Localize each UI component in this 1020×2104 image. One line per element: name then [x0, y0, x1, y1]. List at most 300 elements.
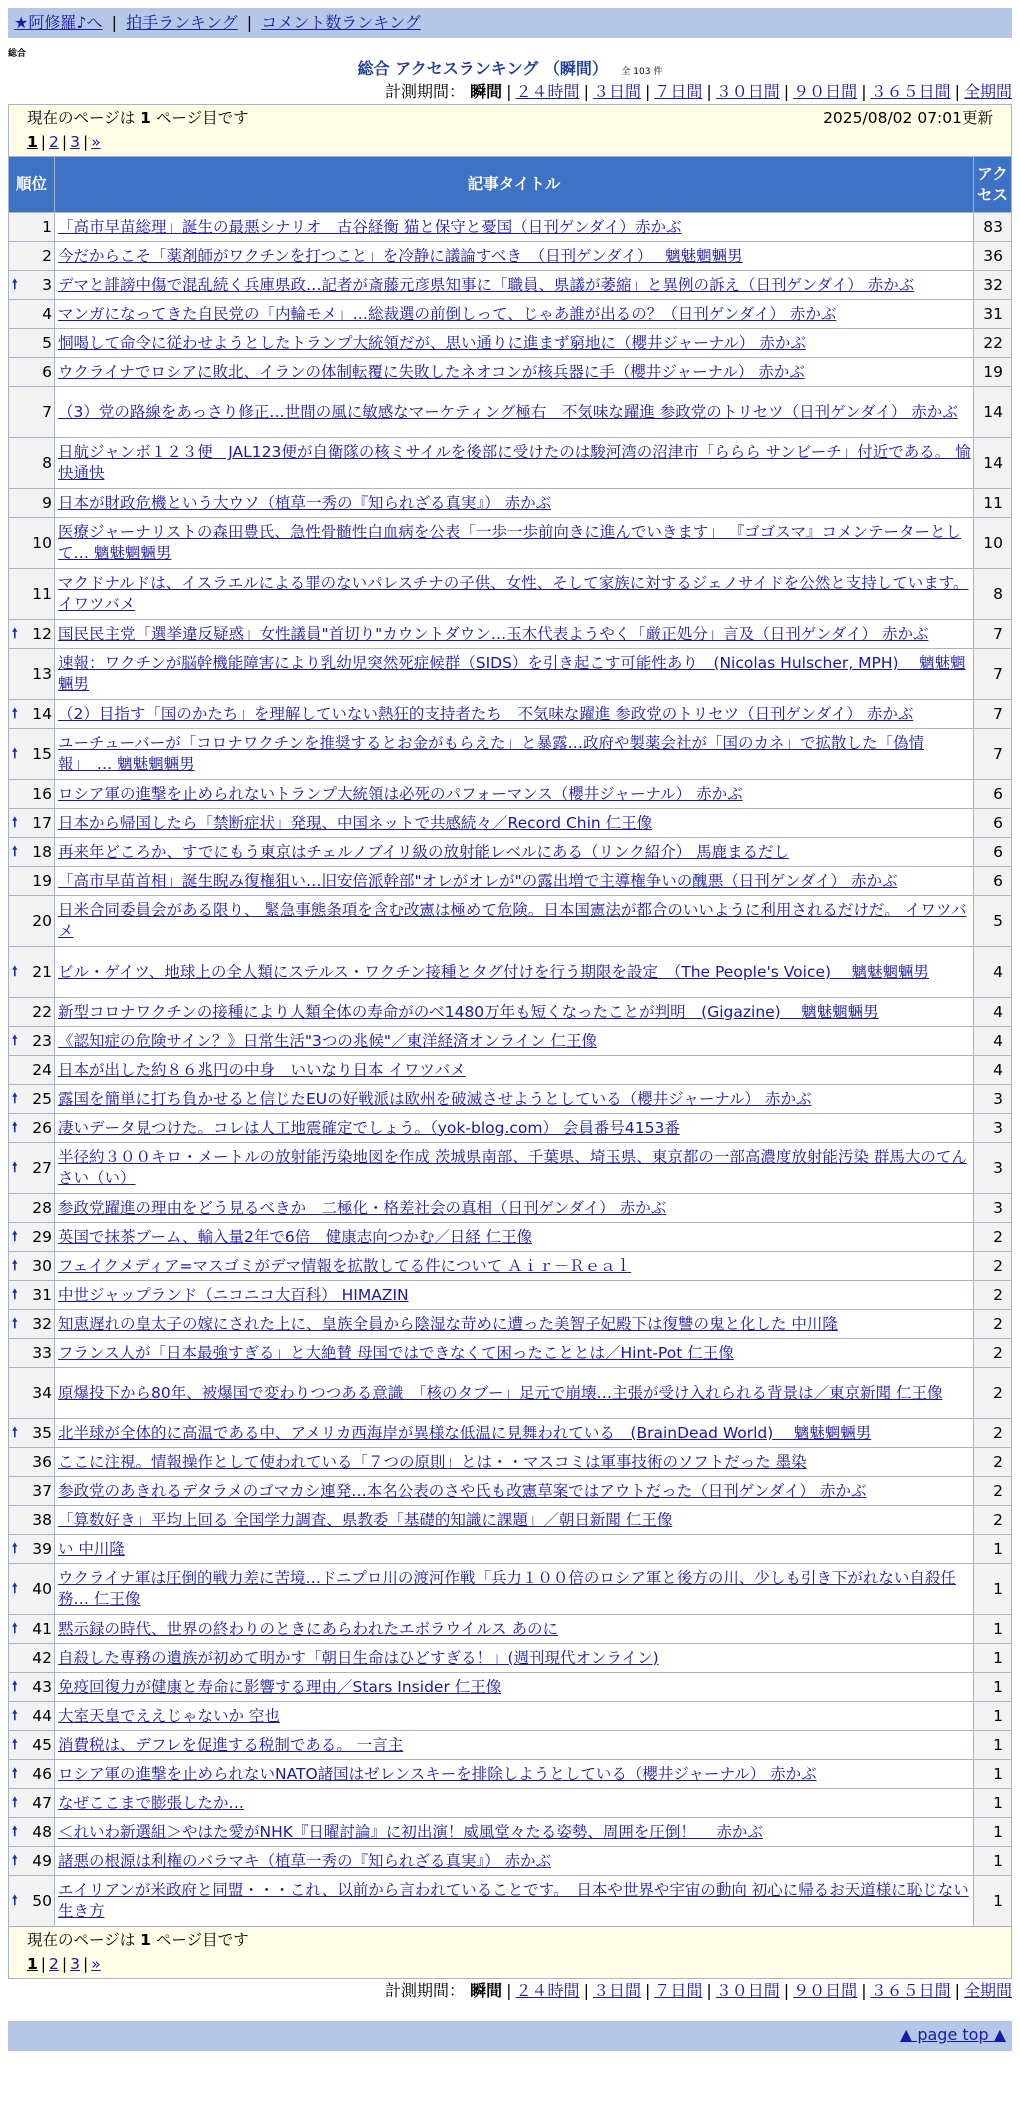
title-cell — [55, 1535, 974, 1564]
period-separator: | — [583, 82, 589, 101]
access-count: 1 — [973, 1673, 1011, 1702]
title-cell — [55, 569, 974, 620]
table-row — [9, 867, 1012, 896]
rank-cell — [9, 1818, 55, 1847]
article-link[interactable]: ＜れいわ新選組＞やはた愛がNHK『日曜討論』に初出演！威風堂々たる姿勢、周囲を圧倒！ 赤かぶ — [58, 1822, 763, 1841]
page-title — [8, 58, 1012, 80]
rank-up-arrow-icon: 🠕 — [12, 1120, 18, 1136]
pager-top — [9, 105, 1012, 157]
rank-up-arrow-icon: 🠕 — [12, 1853, 18, 1869]
rank-number: 27 — [32, 1158, 52, 1177]
access-count: 6 — [973, 780, 1011, 809]
access-count: 4 — [973, 998, 1011, 1027]
rank-number: 48 — [32, 1822, 52, 1841]
rank-number: 7 — [42, 402, 52, 421]
title-cell — [55, 1847, 974, 1876]
title-cell — [55, 387, 974, 438]
table-row — [9, 1564, 1012, 1615]
rank-up-arrow-icon: 🠕 — [12, 815, 18, 831]
rank-column-header: 順位 — [9, 157, 55, 213]
table-row — [9, 300, 1012, 329]
access-count: 1 — [973, 1564, 1011, 1615]
rank-number: 13 — [32, 664, 52, 683]
table-row — [9, 649, 1012, 700]
article-link[interactable]: 国民民主党「選挙違反疑惑」女性議員"首切り"カウントダウン…玉木代表ようやく「厳正処分」言及（日刊ゲンダイ） 赤かぶ — [58, 624, 929, 643]
period-link[interactable]: 全期間 — [963, 82, 1012, 101]
title-cell — [55, 1194, 974, 1223]
page-title-text: 総合 アクセスランキング （瞬間） — [357, 59, 608, 78]
title-cell — [55, 867, 974, 896]
rank-up-arrow-icon: 🠕 — [12, 1033, 18, 1049]
period-separator: | — [706, 1981, 712, 2000]
rank-cell — [9, 1223, 55, 1252]
rank-cell — [9, 1310, 55, 1339]
access-count: 3 — [973, 1143, 1011, 1194]
period-link[interactable]: 全期間 — [963, 1981, 1012, 2000]
title-cell — [55, 1644, 974, 1673]
article-link[interactable]: 露国を簡単に打ち負かせると信じたEUの好戦派は欧州を破滅させようとしている（櫻井ジャーナル） 赤かぶ — [58, 1089, 812, 1108]
article-link[interactable]: 原爆投下から80年、被爆国で変わりつつある意識 「核のタブー」足元で崩壊…主張が受け入れられる背景は／東京新聞 仁王像 — [58, 1383, 943, 1402]
article-link[interactable]: 「高市早苗総理」誕生の最悪シナリオ 古谷経衡 猫と保守と憂国（日刊ゲンダイ）赤かぶ — [58, 217, 682, 236]
rank-number: 50 — [32, 1891, 52, 1910]
article-link[interactable]: マンガになってきた自民党の「内輪モメ」…総裁選の前倒しって、じゃあ誰が出るの？（日刊ゲンダイ） 赤かぶ — [58, 304, 837, 323]
article-link[interactable]: ビル・ゲイツ、地球上の全人類にステルス・ワクチン接種とタグ付けを行う期限を設定 （The People's Voice) 魑魅魍魎男 — [58, 962, 929, 981]
rank-cell — [9, 387, 55, 438]
rank-number: 33 — [32, 1343, 52, 1362]
article-link[interactable]: ロシア軍の進撃を止められないトランプ大統領は必死のパフォーマンス（櫻井ジャーナル） 赤かぶ — [58, 784, 743, 803]
period-separator: | — [706, 82, 712, 101]
table-row — [9, 1056, 1012, 1085]
rank-number: 23 — [32, 1031, 52, 1050]
rank-cell — [9, 1368, 55, 1419]
access-count: 1 — [973, 1615, 1011, 1644]
access-count: 1 — [973, 1847, 1011, 1876]
article-link[interactable]: ウクライナでロシアに敗北、イランの体制転覆に失敗したネオコンが核兵器に手（櫻井ジャーナル） 赤かぶ — [58, 362, 805, 381]
article-link[interactable]: ここに注視。情報操作として使われている「７つの原則」とは・・マスコミは軍事技術のソフトだった 墨染 — [58, 1452, 807, 1471]
title-cell — [55, 896, 974, 947]
rank-cell — [9, 1644, 55, 1673]
period-separator: | — [954, 82, 960, 101]
article-link[interactable]: 自殺した専務の遺族が初めて明かす「朝日生命はひどすぎる！」(週刊現代オンライン) — [58, 1648, 659, 1667]
rank-cell — [9, 213, 55, 242]
article-link[interactable]: （3）党の路線をあっさり修正…世間の風に敏感なマーケティング極右 不気味な躍進 参政党のトリセツ（日刊ゲンダイ） 赤かぶ — [58, 402, 958, 421]
rank-number: 42 — [32, 1648, 52, 1667]
rank-cell — [9, 1760, 55, 1789]
rank-cell — [9, 358, 55, 387]
page-top-link[interactable]: ▲ page top ▲ — [899, 2025, 1006, 2044]
rank-up-arrow-icon: 🠕 — [12, 1316, 18, 1332]
rank-number: 4 — [42, 304, 52, 323]
table-row — [9, 947, 1012, 998]
title-cell — [55, 1564, 974, 1615]
rank-up-arrow-icon: 🠕 — [12, 1258, 18, 1274]
table-row — [9, 329, 1012, 358]
rank-cell — [9, 1702, 55, 1731]
rank-cell — [9, 1419, 55, 1448]
rank-up-arrow-icon: 🠕 — [12, 844, 18, 860]
rank-cell — [9, 780, 55, 809]
article-link[interactable]: 日米合同委員会がある限り、 緊急事態条項を含む改憲は極めて危険。日本国憲法が都合のいいように利用されるだけだ。 イワツバメ — [58, 901, 967, 940]
rank-up-arrow-icon: 🠕 — [12, 706, 18, 722]
title-cell — [55, 1702, 974, 1731]
home-link[interactable]: ★阿修羅♪へ — [14, 13, 103, 32]
access-count: 1 — [973, 1535, 1011, 1564]
clap-ranking-link[interactable]: 拍手ランキング — [126, 13, 238, 32]
rank-cell — [9, 1339, 55, 1368]
page-current: 1 — [27, 1955, 38, 1973]
table-row — [9, 1310, 1012, 1339]
rank-number: 34 — [32, 1383, 52, 1402]
access-count: 2 — [973, 1281, 1011, 1310]
article-link[interactable]: 日本が財政危機という大ウソ（植草一秀の『知られざる真実』） 赤かぶ — [58, 493, 552, 512]
rank-up-arrow-icon: 🠕 — [12, 1581, 18, 1597]
title-cell — [55, 780, 974, 809]
article-link[interactable]: 諸悪の根源は利権のバラマキ（植草一秀の『知られざる真実』） 赤かぶ — [58, 1851, 552, 1870]
page-separator: | — [40, 133, 47, 151]
access-count: 2 — [973, 1339, 1011, 1368]
access-count: 1 — [973, 1789, 1011, 1818]
access-count: 4 — [973, 1027, 1011, 1056]
article-link[interactable]: 大室天皇でええじゃないか 空也 — [58, 1706, 280, 1725]
rank-number: 49 — [32, 1851, 52, 1870]
article-link[interactable]: 「算数好き」平均上回る 全国学力調査、県教委「基礎的知識に課題」／朝日新聞 仁王像 — [58, 1510, 673, 1529]
access-count: 2 — [973, 1419, 1011, 1448]
period-link[interactable]: ９０日間 — [793, 82, 858, 101]
rank-number: 16 — [32, 784, 52, 803]
period-link[interactable]: ７日間 — [654, 1981, 703, 2000]
category-label: 総合 — [8, 49, 27, 59]
title-cell — [55, 213, 974, 242]
period-label: 計測期間： — [385, 1981, 466, 2000]
period-link[interactable]: ３６５日間 — [870, 82, 951, 101]
title-cell — [55, 1876, 974, 1927]
title-cell — [55, 1731, 974, 1760]
title-cell — [55, 620, 974, 649]
title-cell — [55, 809, 974, 838]
rank-cell — [9, 1143, 55, 1194]
article-link[interactable]: 日本から帰国したら「禁断症状」発現、中国ネットで共感続々／Record Chin 仁王像 — [58, 813, 653, 832]
access-count: 2 — [973, 1368, 1011, 1419]
rank-number: 15 — [32, 744, 52, 763]
comment-ranking-link[interactable]: コメント数ランキング — [261, 13, 421, 32]
article-link[interactable]: ロシア軍の進撃を止められないNATO諸国はゼレンスキーを排除しようとしている（櫻井ジャーナル） 赤かぶ — [58, 1764, 817, 1783]
title-cell — [55, 518, 974, 569]
title-cell — [55, 1114, 974, 1143]
rank-cell — [9, 1789, 55, 1818]
article-link[interactable]: 中世ジャップランド（ニコニコ大百科） HIMAZIN — [58, 1285, 409, 1304]
title-cell — [55, 1419, 974, 1448]
title-cell — [55, 1310, 974, 1339]
rank-cell — [9, 1114, 55, 1143]
rank-number: 28 — [32, 1198, 52, 1217]
article-link[interactable]: 消費税は、デフレを促進する税制である。 一言主 — [58, 1735, 404, 1754]
period-current: 瞬間 — [470, 1981, 503, 2000]
nav-separator: | — [246, 13, 253, 32]
rank-number: 30 — [32, 1256, 52, 1275]
table-row — [9, 1252, 1012, 1281]
access-count: 3 — [973, 1194, 1011, 1223]
page-separator: | — [83, 1955, 89, 1973]
next-page-link[interactable]: » — [91, 1955, 101, 1973]
article-link[interactable]: 日航ジャンボ１２３便 JAL123便が自衛隊の核ミサイルを後部に受けたのは駿河湾の沼津市「ららら サンビーチ」付近である。 愉快通快 — [58, 443, 971, 482]
rank-number: 45 — [32, 1735, 52, 1754]
rank-cell — [9, 569, 55, 620]
period-label: 計測期間： — [385, 82, 466, 101]
access-count: 2 — [973, 1252, 1011, 1281]
article-link[interactable]: 今だからこそ「薬剤師がワクチンを打つこと」を冷静に議論すべき （日刊ゲンダイ） 魑魅魍魎男 — [58, 246, 743, 265]
access-count: 31 — [973, 300, 1011, 329]
period-link[interactable]: ７日間 — [654, 82, 703, 101]
access-count: 19 — [973, 358, 1011, 387]
rank-number: 37 — [32, 1481, 52, 1500]
table-row — [9, 1339, 1012, 1368]
period-link[interactable]: ３０日間 — [715, 82, 780, 101]
access-count: 32 — [973, 271, 1011, 300]
rank-cell — [9, 947, 55, 998]
period-selector-top — [8, 80, 1012, 104]
access-count: 6 — [973, 809, 1011, 838]
rank-cell — [9, 700, 55, 729]
page-link[interactable]: 2 — [49, 1955, 59, 1973]
article-link[interactable]: なぜここまで膨張したか… — [58, 1793, 245, 1812]
pager-bottom — [9, 1927, 1012, 1979]
current-page-text: 現在のページは 1 ページ目です — [27, 1931, 249, 1949]
page-current: 1 — [27, 133, 38, 151]
rank-up-arrow-icon: 🠕 — [12, 1541, 18, 1557]
page-link[interactable]: 2 — [49, 133, 59, 151]
rank-number: 11 — [32, 584, 52, 603]
rank-number: 18 — [32, 842, 52, 861]
article-link[interactable]: ユーチューバーが「コロナワクチンを推奨するとお金がもらえた」と暴露…政府や製薬会社が「国のカネ」で拡散した「偽情報」 … 魑魅魍魎男 — [58, 734, 924, 773]
title-cell — [55, 1085, 974, 1114]
rank-number: 2 — [42, 246, 52, 265]
rank-up-arrow-icon: 🠕 — [12, 277, 18, 293]
title-cell — [55, 700, 974, 729]
table-row — [9, 438, 1012, 489]
access-count: 10 — [973, 518, 1011, 569]
article-link[interactable]: フェイクメディア=マスゴミがデマ情報を拡散してる件について Ａｉｒ－Ｒｅａｌ — [58, 1256, 632, 1275]
rank-cell — [9, 1252, 55, 1281]
rank-number: 21 — [32, 962, 52, 981]
period-link[interactable]: ２４時間 — [515, 1981, 580, 2000]
rank-cell — [9, 518, 55, 569]
period-separator: | — [861, 1981, 867, 2000]
title-column-header: 記事タイトル — [55, 157, 974, 213]
rank-number: 38 — [32, 1510, 52, 1529]
article-link[interactable]: い 中川隆 — [58, 1539, 125, 1558]
rank-up-arrow-icon: 🠕 — [12, 1287, 18, 1303]
table-row — [9, 271, 1012, 300]
access-count: 1 — [973, 1702, 1011, 1731]
article-link[interactable]: 参政党躍進の理由をどう見るべきか 二極化・格差社会の真相（日刊ゲンダイ） 赤かぶ — [58, 1198, 667, 1217]
title-cell — [55, 1760, 974, 1789]
rank-number: 47 — [32, 1793, 52, 1812]
table-row — [9, 838, 1012, 867]
table-row — [9, 1368, 1012, 1419]
rank-up-arrow-icon: 🠕 — [12, 1795, 18, 1811]
table-row — [9, 729, 1012, 780]
table-row — [9, 700, 1012, 729]
article-link[interactable]: 「高市早苗首相」誕生睨み復権狙い…旧安倍派幹部"オレがオレが"の露出増で主導権争いの醜悪（日刊ゲンダイ） 赤かぶ — [58, 871, 898, 890]
article-link[interactable]: 再来年どころか、すでにもう東京はチェルノブイリ級の放射能レベルにある（リンク紹介） 馬鹿まるだし — [58, 842, 790, 861]
rank-cell — [9, 1847, 55, 1876]
title-cell — [55, 329, 974, 358]
period-link[interactable]: ３日間 — [592, 82, 641, 101]
title-cell — [55, 489, 974, 518]
rank-cell — [9, 1564, 55, 1615]
article-link[interactable]: エイリアンが米政府と同盟・・・これ、以前から言われていることです。 日本や世界や宇宙の動向 初心に帰るお天道様に恥じない生き方 — [58, 1881, 969, 1920]
rank-number: 39 — [32, 1539, 52, 1558]
total-count: 全 103 件 — [621, 67, 663, 77]
rank-cell — [9, 1731, 55, 1760]
period-separator: | — [506, 1981, 512, 2000]
table-row — [9, 998, 1012, 1027]
title-cell — [55, 1252, 974, 1281]
title-cell — [55, 998, 974, 1027]
title-cell — [55, 1027, 974, 1056]
period-separator: | — [583, 1981, 589, 2000]
table-row — [9, 1847, 1012, 1876]
access-column-header: アクセス — [973, 157, 1011, 213]
access-count: 4 — [973, 1056, 1011, 1085]
article-link[interactable]: フランス人が「日本最強すぎる」と大絶賛 母国ではできなくて困ったこととは／Hint-Pot 仁王像 — [58, 1343, 734, 1362]
rank-cell — [9, 1535, 55, 1564]
access-count: 83 — [973, 213, 1011, 242]
title-cell — [55, 271, 974, 300]
article-link[interactable]: 速報：ワクチンが脳幹機能障害により乳幼児突然死症候群（SIDS）を引き起こす可能性あり (Nicolas Hulscher, MPH) 魑魅魍魎男 — [58, 654, 966, 693]
updated-timestamp: 2025/08/02 07:01更新 — [823, 109, 993, 127]
rank-number: 6 — [42, 362, 52, 381]
article-link[interactable]: 新型コロナワクチンの接種により人類全体の寿命がのべ1480万年も短くなったことが判明 (Gigazine) 魑魅魍魎男 — [58, 1002, 879, 1021]
access-count: 7 — [973, 649, 1011, 700]
title-cell — [55, 947, 974, 998]
access-count: 8 — [973, 569, 1011, 620]
rank-number: 43 — [32, 1677, 52, 1696]
table-row — [9, 1506, 1012, 1535]
rank-up-arrow-icon: 🠕 — [12, 746, 18, 762]
rank-up-arrow-icon: 🠕 — [12, 1091, 18, 1107]
rank-number: 9 — [42, 493, 52, 512]
title-cell — [55, 1789, 974, 1818]
table-row — [9, 1789, 1012, 1818]
table-row — [9, 358, 1012, 387]
table-row — [9, 1114, 1012, 1143]
period-link[interactable]: ３０日間 — [715, 1981, 780, 2000]
period-link[interactable]: ９０日間 — [793, 1981, 858, 2000]
rank-number: 12 — [32, 624, 52, 643]
article-link[interactable]: 恫喝して命令に従わせようとしたトランプ大統領だが、思い通りに進まず窮地に（櫻井ジャーナル） 赤かぶ — [58, 333, 806, 352]
pagination-links — [27, 130, 993, 154]
rank-up-arrow-icon: 🠕 — [12, 1708, 18, 1724]
page-link[interactable]: 3 — [70, 1955, 81, 1973]
next-page-link[interactable]: » — [91, 133, 101, 151]
rank-cell — [9, 489, 55, 518]
table-row — [9, 896, 1012, 947]
title-cell — [55, 649, 974, 700]
table-row — [9, 242, 1012, 271]
access-count: 14 — [973, 438, 1011, 489]
article-link[interactable]: 半径約３００キロ・メートルの放射能汚染地図を作成 茨城県南部、千葉県、埼玉県、東京都の一部高濃度放射能汚染 群馬大のてんさい（い） — [58, 1148, 967, 1187]
access-count: 6 — [973, 867, 1011, 896]
title-cell — [55, 1477, 974, 1506]
period-link[interactable]: ３６５日間 — [870, 1981, 951, 2000]
article-link[interactable]: （2）目指す「国のかたち」を理解していない熱狂的支持者たち 不気味な躍進 参政党のトリセツ（日刊ゲンダイ） 赤かぶ — [58, 704, 914, 723]
access-count: 2 — [973, 1310, 1011, 1339]
article-link[interactable]: 英国で抹茶ブーム、輸入量2年で6倍 健康志向つかむ／日経 仁王像 — [58, 1227, 533, 1246]
rank-cell — [9, 998, 55, 1027]
table-row — [9, 1143, 1012, 1194]
rank-number: 26 — [32, 1118, 52, 1137]
article-link[interactable]: 凄いデータ見つけた。コレは人工地震確定でしょう。（yok-blog.com） 会員番号4153番 — [58, 1118, 680, 1137]
title-cell — [55, 438, 974, 489]
access-count: 7 — [973, 700, 1011, 729]
access-count: 7 — [973, 729, 1011, 780]
access-count: 11 — [973, 489, 1011, 518]
article-link[interactable]: ウクライナ軍は圧倒的戦力差に苦境…ドニプロ川の渡河作戦「兵力１００倍のロシア軍と後方の川、少しも引き下がれない自殺任務… 仁王像 — [58, 1569, 956, 1608]
rank-up-arrow-icon: 🠕 — [12, 1425, 18, 1441]
article-link[interactable]: 知恵遅れの皇太子の嫁にされた上に、皇族全員から陰湿な苛めに遭った美智子妃殿下は復讐の鬼と化した 中川隆 — [58, 1314, 838, 1333]
period-separator: | — [954, 1981, 960, 2000]
table-row — [9, 1223, 1012, 1252]
access-count: 5 — [973, 896, 1011, 947]
access-count: 1 — [973, 1876, 1011, 1927]
article-link[interactable]: 黙示録の時代、世界の終わりのときにあらわれたエボラウイルス あのに — [58, 1619, 558, 1638]
rank-number: 1 — [42, 217, 52, 236]
period-separator: | — [506, 82, 512, 101]
table-row — [9, 780, 1012, 809]
table-row — [9, 1760, 1012, 1789]
rank-up-arrow-icon: 🠕 — [12, 1679, 18, 1695]
article-link[interactable]: デマと誹謗中傷で混乱続く兵庫県政…記者が斎藤元彦県知事に「職員、県議が萎縮」と異例の訴え（日刊ゲンダイ） 赤かぶ — [58, 275, 915, 294]
article-link[interactable]: マクドナルドは、イスラエルによる罪のないパレスチナの子供、女性、そして家族に対するジェノサイドを公然と支持しています。 イワツバメ — [58, 574, 969, 613]
table-row — [9, 1818, 1012, 1847]
period-link[interactable]: ２４時間 — [515, 82, 580, 101]
access-count: 36 — [973, 242, 1011, 271]
rank-number: 40 — [32, 1579, 52, 1598]
article-link[interactable]: 免疫回復力が健康と寿命に影響する理由／Stars Insider 仁王像 — [58, 1677, 502, 1696]
title-cell — [55, 1368, 974, 1419]
table-row — [9, 1419, 1012, 1448]
page-separator: | — [40, 1955, 47, 1973]
article-link[interactable]: 北半球が全体的に高温である中、アメリカ西海岸が異様な低温に見舞われている (BrainDead World) 魑魅魍魎男 — [58, 1423, 872, 1442]
table-row — [9, 387, 1012, 438]
rank-number: 29 — [32, 1227, 52, 1246]
title-cell — [55, 1339, 974, 1368]
article-link[interactable]: 日本が出した約８６兆円の中身 いいなり日本 イワツバメ — [58, 1060, 466, 1079]
title-cell — [55, 1506, 974, 1535]
table-row — [9, 1615, 1012, 1644]
page-link[interactable]: 3 — [70, 133, 81, 151]
rank-up-arrow-icon: 🠕 — [12, 1229, 18, 1245]
period-separator: | — [644, 82, 651, 101]
article-link[interactable]: 参政党のあきれるデタラメのゴマカシ連発…本名公表のさや氏も改憲草案ではアウトだった（日刊ゲンダイ） 赤かぶ — [58, 1481, 867, 1500]
rank-number: 22 — [32, 1002, 52, 1021]
access-count: 2 — [973, 1506, 1011, 1535]
table-row — [9, 518, 1012, 569]
rank-cell — [9, 1673, 55, 1702]
period-link[interactable]: ３日間 — [592, 1981, 641, 2000]
article-link[interactable]: 《認知症の危険サイン？》日常生活"3つの兆候"／東洋経済オンライン 仁王像 — [58, 1031, 597, 1050]
period-separator: | — [783, 82, 790, 101]
rank-cell — [9, 1448, 55, 1477]
rank-cell — [9, 271, 55, 300]
top-nav-bar — [8, 8, 1012, 38]
rank-cell — [9, 867, 55, 896]
table-row — [9, 489, 1012, 518]
rank-cell — [9, 242, 55, 271]
nav-separator: | — [111, 13, 118, 32]
article-link[interactable]: 医療ジャーナリストの森田豊氏、急性骨髄性白血病を公表「一歩一歩前向きに進んでいきます」 『ゴゴスマ』コメンテーターとして… 魑魅魍魎男 — [58, 523, 962, 562]
